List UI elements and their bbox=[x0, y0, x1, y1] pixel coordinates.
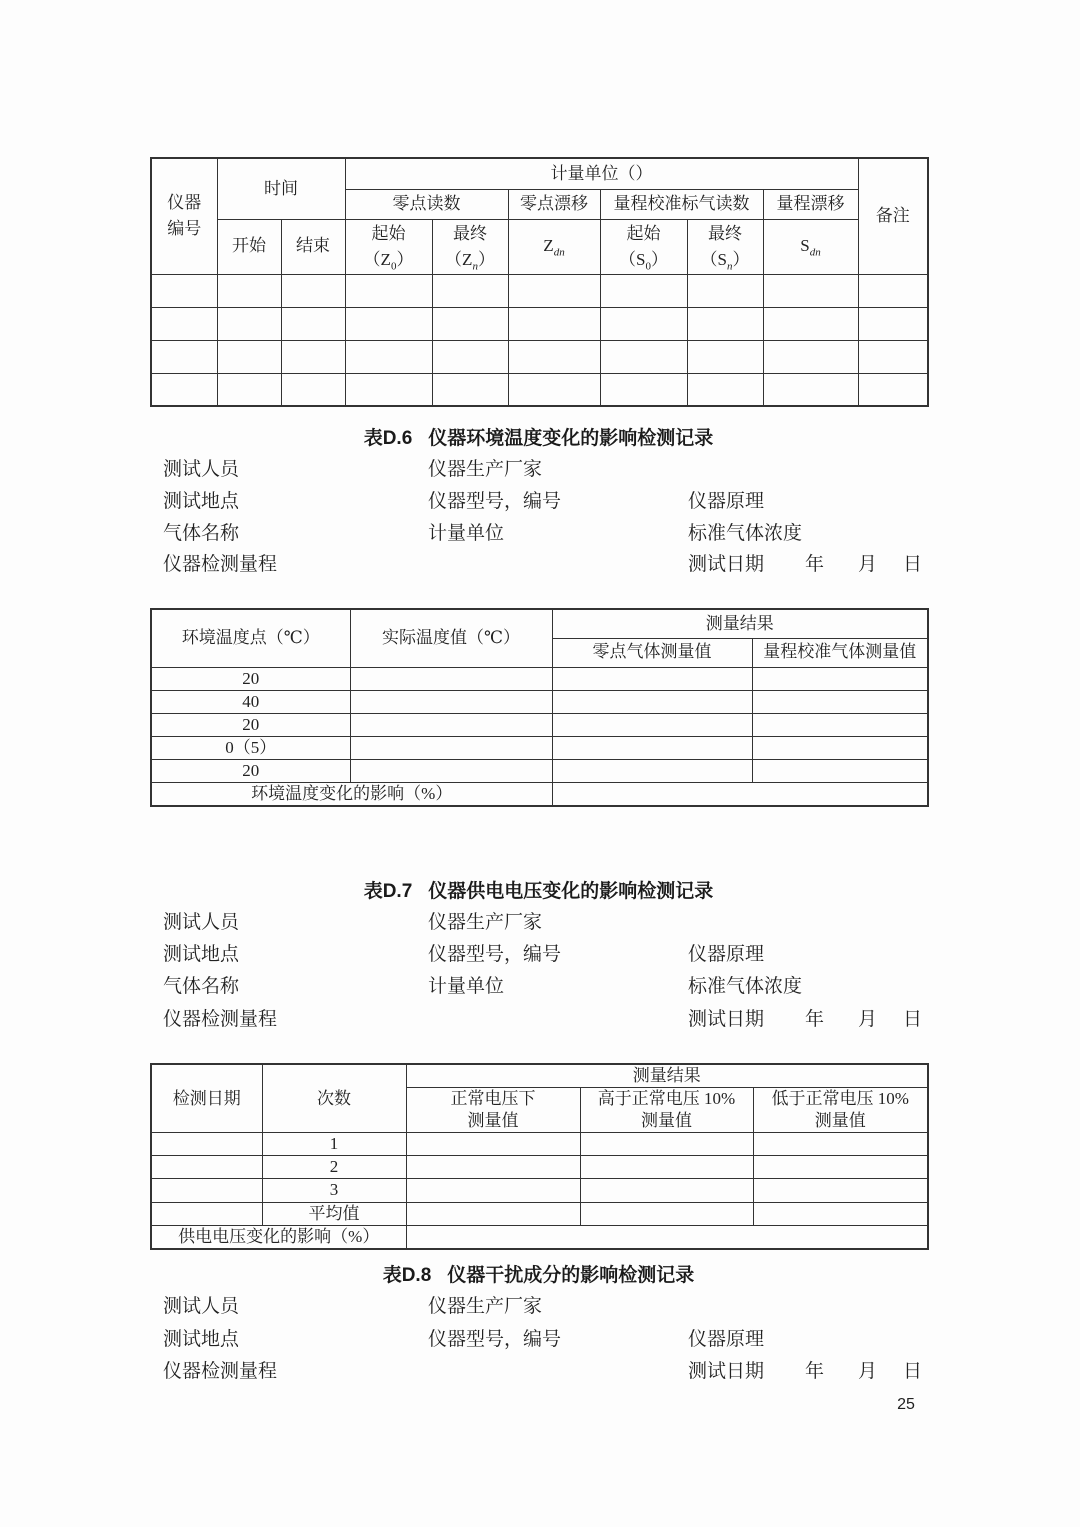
info-label-month: 月 bbox=[858, 1361, 878, 1382]
table-row bbox=[151, 736, 928, 759]
info-label-model: 仪器型号，编号 bbox=[428, 491, 562, 512]
info-label-manufacturer: 仪器生产厂家 bbox=[428, 1296, 543, 1317]
info-label-location: 测试地点 bbox=[163, 491, 240, 512]
info-label-std-gas-conc: 标准气体浓度 bbox=[688, 976, 803, 997]
empty-cell bbox=[580, 1156, 753, 1179]
info-row bbox=[150, 522, 940, 546]
empty-cell bbox=[350, 690, 552, 713]
info-label-gas-name: 气体名称 bbox=[163, 523, 240, 544]
info-label-test-date: 测试日期 bbox=[688, 1009, 765, 1030]
empty-cell bbox=[345, 373, 432, 406]
header-time: 时间 bbox=[217, 158, 345, 219]
empty-cell bbox=[508, 373, 600, 406]
empty-cell bbox=[858, 373, 928, 406]
empty-cell bbox=[406, 1225, 928, 1249]
header-sdn bbox=[763, 219, 858, 274]
header-zero-initial bbox=[345, 219, 432, 274]
empty-cell bbox=[753, 1179, 928, 1202]
empty-cell bbox=[350, 736, 552, 759]
header-zero-gas: 零点气体测量值 bbox=[552, 638, 752, 667]
empty-cell bbox=[345, 307, 432, 340]
empty-cell bbox=[432, 307, 508, 340]
header-actual-temp: 实际温度值（℃） bbox=[350, 609, 552, 667]
header-zero-reading: 零点读数 bbox=[345, 189, 508, 219]
empty-cell bbox=[281, 340, 345, 373]
table-row bbox=[151, 307, 928, 340]
info-label-day: 日 bbox=[903, 1009, 923, 1030]
times-cell: 平均值 bbox=[262, 1202, 406, 1225]
header-span-drift: 量程漂移 bbox=[763, 189, 858, 219]
info-label-tester: 测试人员 bbox=[163, 912, 240, 933]
footer-row bbox=[151, 1225, 928, 1249]
caption-number: 表D.8 bbox=[382, 1265, 432, 1286]
temp-point-cell: 0（5） bbox=[151, 736, 350, 759]
header-time-end: 结束 bbox=[281, 219, 345, 274]
info-row bbox=[150, 911, 940, 935]
empty-cell bbox=[763, 373, 858, 406]
info-label-std-gas-conc: 标准气体浓度 bbox=[688, 523, 803, 544]
header-span-initial bbox=[600, 219, 687, 274]
empty-cell bbox=[687, 274, 763, 307]
info-row bbox=[150, 490, 940, 514]
info-row bbox=[150, 553, 940, 577]
empty-cell bbox=[281, 373, 345, 406]
temp-point-cell: 20 bbox=[151, 759, 350, 782]
empty-cell bbox=[217, 340, 281, 373]
info-label-manufacturer: 仪器生产厂家 bbox=[428, 912, 543, 933]
temp-point-cell: 40 bbox=[151, 690, 350, 713]
header-span-final-label: 最终 bbox=[708, 224, 742, 243]
header-row-3 bbox=[151, 219, 928, 274]
header-zero-final bbox=[432, 219, 508, 274]
empty-cell bbox=[600, 373, 687, 406]
header-zero-drift: 零点漂移 bbox=[508, 189, 600, 219]
footer-row bbox=[151, 782, 928, 806]
table-row bbox=[151, 690, 928, 713]
times-cell: 1 bbox=[262, 1133, 406, 1156]
header-result: 测量结果 bbox=[552, 609, 928, 638]
caption-title: 仪器干扰成分的影响检测记录 bbox=[447, 1265, 695, 1286]
info-label-year: 年 bbox=[805, 1009, 825, 1030]
caption-number: 表D.6 bbox=[363, 428, 413, 449]
table-row bbox=[151, 1202, 928, 1225]
header-check-date: 检测日期 bbox=[151, 1064, 262, 1133]
empty-cell bbox=[217, 373, 281, 406]
empty-cell bbox=[752, 667, 928, 690]
info-label-month: 月 bbox=[858, 1009, 878, 1030]
info-label-model: 仪器型号，编号 bbox=[428, 1329, 562, 1350]
empty-cell bbox=[752, 736, 928, 759]
header-times: 次数 bbox=[262, 1064, 406, 1133]
empty-cell bbox=[151, 307, 217, 340]
empty-cell bbox=[687, 373, 763, 406]
header-time-start: 开始 bbox=[217, 219, 281, 274]
table-row bbox=[151, 274, 928, 307]
empty-cell bbox=[432, 373, 508, 406]
empty-cell bbox=[580, 1202, 753, 1225]
caption-title: 仪器环境温度变化的影响检测记录 bbox=[428, 428, 714, 449]
empty-cell bbox=[350, 759, 552, 782]
empty-cell bbox=[763, 340, 858, 373]
empty-cell bbox=[752, 713, 928, 736]
empty-cell bbox=[432, 340, 508, 373]
header-row-1 bbox=[151, 158, 928, 189]
table-row bbox=[151, 1156, 928, 1179]
empty-cell bbox=[151, 274, 217, 307]
zdn-symbol: $Z_{dn}$ bbox=[543, 236, 565, 259]
sn-symbol: $(S_n)$ bbox=[700, 249, 750, 272]
empty-cell bbox=[345, 274, 432, 307]
empty-cell bbox=[600, 274, 687, 307]
empty-cell bbox=[406, 1133, 580, 1156]
header-span-final bbox=[687, 219, 763, 274]
empty-cell bbox=[508, 274, 600, 307]
empty-cell bbox=[552, 782, 928, 806]
empty-cell bbox=[858, 307, 928, 340]
info-row bbox=[150, 1295, 940, 1319]
z0-symbol: $(Z_0)$ bbox=[363, 249, 414, 272]
empty-cell bbox=[552, 759, 752, 782]
info-label-day: 日 bbox=[903, 1361, 923, 1382]
empty-cell bbox=[350, 667, 552, 690]
empty-cell bbox=[508, 340, 600, 373]
empty-cell bbox=[753, 1133, 928, 1156]
voltage-influence-table bbox=[150, 1063, 929, 1250]
info-label-tester: 测试人员 bbox=[163, 1296, 240, 1317]
info-row bbox=[150, 1008, 940, 1032]
header-instrument-no-label: 仪器编号 bbox=[167, 192, 202, 239]
info-row bbox=[150, 943, 940, 967]
page-number: 25 bbox=[897, 1396, 915, 1413]
empty-cell bbox=[151, 1179, 262, 1202]
header-measure-unit: 计量单位（） bbox=[345, 158, 858, 189]
header-zdn bbox=[508, 219, 600, 274]
info-label-year: 年 bbox=[805, 1361, 825, 1382]
info-label-unit: 计量单位 bbox=[428, 523, 505, 544]
table-row bbox=[151, 1133, 928, 1156]
footer-label: 环境温度变化的影响（%） bbox=[151, 782, 552, 806]
table-d8-caption bbox=[150, 1263, 927, 1289]
info-label-range: 仪器检测量程 bbox=[163, 1361, 278, 1382]
temperature-influence-table bbox=[150, 608, 929, 807]
empty-cell bbox=[350, 713, 552, 736]
empty-cell bbox=[763, 307, 858, 340]
info-label-manufacturer: 仪器生产厂家 bbox=[428, 459, 543, 480]
header-low-voltage: 低于正常电压 10% 测量值 bbox=[753, 1088, 928, 1133]
empty-cell bbox=[752, 690, 928, 713]
caption-number: 表D.7 bbox=[363, 881, 413, 902]
info-label-month: 月 bbox=[858, 554, 878, 575]
zero-span-drift-table bbox=[150, 157, 929, 407]
sdn-symbol: $S_{dn}$ bbox=[800, 236, 821, 259]
temp-point-cell: 20 bbox=[151, 667, 350, 690]
footer-label: 供电电压变化的影响（%） bbox=[151, 1225, 406, 1249]
header-high-voltage: 高于正常电压 10% 测量值 bbox=[580, 1088, 753, 1133]
empty-cell bbox=[580, 1179, 753, 1202]
info-label-test-date: 测试日期 bbox=[688, 1361, 765, 1382]
header-row-1 bbox=[151, 609, 928, 638]
table-row bbox=[151, 1179, 928, 1202]
info-label-principle: 仪器原理 bbox=[688, 1329, 765, 1350]
empty-cell bbox=[687, 340, 763, 373]
caption-title: 仪器供电电压变化的影响检测记录 bbox=[428, 881, 714, 902]
empty-cell bbox=[580, 1133, 753, 1156]
empty-cell bbox=[753, 1156, 928, 1179]
empty-cell bbox=[432, 274, 508, 307]
header-result: 测量结果 bbox=[406, 1064, 928, 1088]
empty-cell bbox=[151, 373, 217, 406]
table-row bbox=[151, 373, 928, 406]
header-zero-initial-label: 起始 bbox=[371, 224, 406, 243]
info-label-unit: 计量单位 bbox=[428, 976, 505, 997]
header-span-gas: 量程校准气体测量值 bbox=[752, 638, 928, 667]
empty-cell bbox=[406, 1156, 580, 1179]
table-row bbox=[151, 340, 928, 373]
info-label-tester: 测试人员 bbox=[163, 459, 240, 480]
table-d7-caption bbox=[150, 879, 927, 905]
header-row-1 bbox=[151, 1064, 928, 1088]
info-label-gas-name: 气体名称 bbox=[163, 976, 240, 997]
temp-point-cell: 20 bbox=[151, 713, 350, 736]
empty-cell bbox=[217, 274, 281, 307]
info-label-location: 测试地点 bbox=[163, 1329, 240, 1350]
empty-cell bbox=[552, 736, 752, 759]
info-label-range: 仪器检测量程 bbox=[163, 1009, 278, 1030]
table-d6-caption bbox=[150, 426, 927, 452]
empty-cell bbox=[151, 1202, 262, 1225]
header-normal-voltage: 正常电压下 测量值 bbox=[406, 1088, 580, 1133]
empty-cell bbox=[600, 340, 687, 373]
info-label-principle: 仪器原理 bbox=[688, 944, 765, 965]
header-temp-point: 环境温度点（℃） bbox=[151, 609, 350, 667]
empty-cell bbox=[281, 274, 345, 307]
empty-cell bbox=[508, 307, 600, 340]
info-label-test-date: 测试日期 bbox=[688, 554, 765, 575]
empty-cell bbox=[552, 713, 752, 736]
zn-symbol: $(Z_n)$ bbox=[445, 249, 495, 272]
empty-cell bbox=[763, 274, 858, 307]
empty-cell bbox=[552, 690, 752, 713]
info-row bbox=[150, 458, 940, 482]
times-cell: 2 bbox=[262, 1156, 406, 1179]
empty-cell bbox=[552, 667, 752, 690]
empty-cell bbox=[151, 340, 217, 373]
info-row bbox=[150, 1328, 940, 1352]
header-zero-final-label: 最终 bbox=[453, 224, 487, 243]
info-row bbox=[150, 1360, 940, 1384]
empty-cell bbox=[753, 1202, 928, 1225]
info-label-principle: 仪器原理 bbox=[688, 491, 765, 512]
empty-cell bbox=[687, 307, 763, 340]
empty-cell bbox=[217, 307, 281, 340]
info-label-location: 测试地点 bbox=[163, 944, 240, 965]
s0-symbol: $(S_0)$ bbox=[619, 249, 668, 272]
empty-cell bbox=[151, 1133, 262, 1156]
table-row bbox=[151, 713, 928, 736]
empty-cell bbox=[406, 1179, 580, 1202]
empty-cell bbox=[345, 340, 432, 373]
info-label-day: 日 bbox=[903, 554, 923, 575]
empty-cell bbox=[752, 759, 928, 782]
table-row bbox=[151, 759, 928, 782]
header-remark: 备注 bbox=[858, 158, 928, 274]
empty-cell bbox=[858, 274, 928, 307]
empty-cell bbox=[281, 307, 345, 340]
header-instrument-no bbox=[151, 158, 217, 274]
header-span-reading: 量程校准标气读数 bbox=[600, 189, 763, 219]
empty-cell bbox=[151, 1156, 262, 1179]
empty-cell bbox=[858, 340, 928, 373]
table-row bbox=[151, 667, 928, 690]
info-label-range: 仪器检测量程 bbox=[163, 554, 278, 575]
empty-cell bbox=[600, 307, 687, 340]
info-label-year: 年 bbox=[805, 554, 825, 575]
info-label-model: 仪器型号，编号 bbox=[428, 944, 562, 965]
info-row bbox=[150, 975, 940, 999]
header-span-initial-label: 起始 bbox=[626, 224, 661, 243]
empty-cell bbox=[406, 1202, 580, 1225]
times-cell: 3 bbox=[262, 1179, 406, 1202]
